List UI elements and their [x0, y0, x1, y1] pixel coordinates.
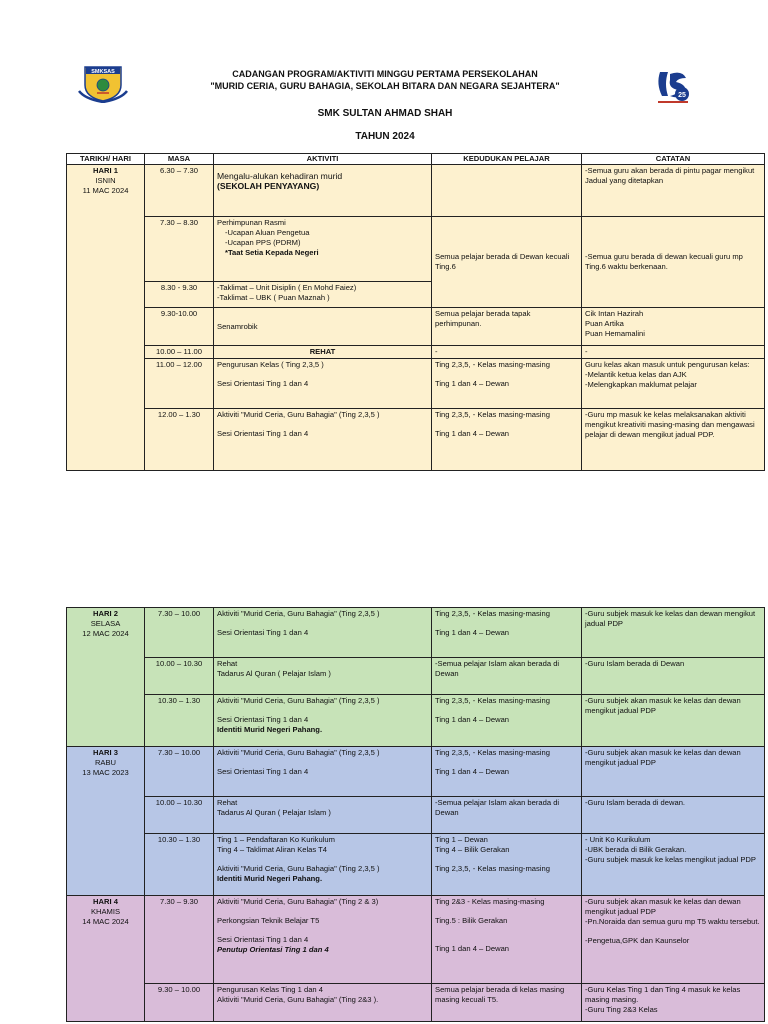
time-cell: 10.00 – 11.00 — [145, 346, 214, 359]
schedule-table-day1 — [66, 153, 765, 471]
note-cell: -Guru subjek akan masuk ke kelas dan dewan mengikut jadual PDP — [582, 747, 765, 797]
position-cell: Semua pelajar berada di Dewan kecuali Ting.6 — [432, 217, 582, 308]
time-cell: 9.30-10.00 — [145, 308, 214, 346]
note-cell: -Semua guru berada di dewan kecuali guru mp Ting.6 waktu berkenaan. — [582, 217, 765, 308]
position-cell: -Semua pelajar Islam akan berada di Dewan — [432, 797, 582, 834]
note-cell: -Guru subjek akan masuk ke kelas dan dewan mengikut jadual PDP — [582, 695, 765, 747]
note-cell: -Semua guru akan berada di pintu pagar mengikut Jadual yang ditetapkan — [582, 165, 765, 217]
table-row — [67, 409, 765, 471]
school-crest-logo — [75, 63, 131, 103]
activity-cell: Senamrobik — [214, 308, 432, 346]
table-row — [67, 747, 765, 797]
table-row — [67, 346, 765, 359]
activity-cell: Pengurusan Kelas Ting 1 dan 4 Aktiviti "Murid Ceria, Guru Bahagia" (Ting 2&3 ). — [214, 984, 432, 1022]
activity-cell: Rehat Tadarus Al Quran ( Pelajar Islam ) — [214, 658, 432, 695]
note-cell: -Guru Islam berada di Dewan — [582, 658, 765, 695]
position-cell: Semua pelajar berada di kelas masing masing kecuali T5. — [432, 984, 582, 1022]
table-row — [67, 695, 765, 747]
position-cell: Semua pelajar berada tapak perhimpunan. — [432, 308, 582, 346]
time-cell: 10.30 – 1.30 — [145, 695, 214, 747]
activity-cell: Pengurusan Kelas ( Ting 2,3,5 ) Sesi Orientasi Ting 1 dan 4 — [214, 359, 432, 409]
position-cell: Ting 2,3,5, - Kelas masing-masing Ting 1 dan 4 – Dewan — [432, 608, 582, 658]
time-cell: 9.30 – 10.00 — [145, 984, 214, 1022]
col-header-kedudukan: KEDUDUKAN PELAJAR — [432, 154, 582, 165]
note-cell: -Guru mp masuk ke kelas melaksanakan aktiviti mengikut kreativiti masing-masing dan mengawasi pelajar di dewan mengikut jadual PDP. — [582, 409, 765, 471]
position-cell: - — [432, 346, 582, 359]
table-row — [67, 896, 765, 984]
day-cell: HARI 4 KHAMIS 14 MAC 2024 — [67, 896, 145, 1022]
note-cell: - — [582, 346, 765, 359]
time-cell: 10.00 – 10.30 — [145, 658, 214, 695]
table-row — [67, 165, 765, 217]
col-header-masa: MASA — [145, 154, 214, 165]
position-cell: Ting 1 – Dewan Ting 4 – Bilik Gerakan Ting 2,3,5, - Kelas masing-masing — [432, 834, 582, 896]
table-row — [67, 608, 765, 658]
time-cell: 7.30 – 9.30 — [145, 896, 214, 984]
note-cell: -Guru subjek masuk ke kelas dan dewan mengikut jadual PDP — [582, 608, 765, 658]
activity-cell: Aktiviti "Murid Ceria, Guru Bahagia" (Ting 2,3,5 ) Sesi Orientasi Ting 1 dan 4 — [214, 409, 432, 471]
note-cell: Cik Intan Hazirah Puan Artika Puan Hemamalini — [582, 308, 765, 346]
table-row — [67, 834, 765, 896]
position-cell: Ting 2,3,5, - Kelas masing-masing Ting 1 dan 4 – Dewan — [432, 359, 582, 409]
table-row — [67, 797, 765, 834]
table-row — [67, 217, 765, 282]
year-title: TAHUN 2024 — [355, 131, 415, 142]
table-row — [67, 984, 765, 1022]
activity-cell: Aktiviti "Murid Ceria, Guru Bahagia" (Ting 2,3,5 ) Sesi Orientasi Ting 1 dan 4 — [214, 608, 432, 658]
activity-cell: Rehat Tadarus Al Quran ( Pelajar Islam ) — [214, 797, 432, 834]
activity-cell: Mengalu-alukan kehadiran murid (SEKOLAH PENYAYANG) — [214, 165, 432, 217]
time-cell: 10.00 – 10.30 — [145, 797, 214, 834]
table-header-row — [67, 154, 765, 165]
note-cell: -Guru Islam berada di dewan. — [582, 797, 765, 834]
position-cell: Ting 2,3,5, - Kelas masing-masing Ting 1 dan 4 – Dewan — [432, 747, 582, 797]
activity-cell: Ting 1 – Pendaftaran Ko Kurikulum Ting 4 – Taklimat Aliran Kelas T4 Aktiviti "Murid Ceria, Guru Bahagia" (Ting 2,3,5 ) Identiti Murid Negeri Pahang. — [214, 834, 432, 896]
activity-cell: Perhimpunan Rasmi -Ucapan Aluan Pengetua -Ucapan PPS (PDRM) *Taat Setia Kepada Negeri — [214, 217, 432, 282]
activity-cell: Aktiviti "Murid Ceria, Guru Bahagia" (Ting 2,3,5 ) Sesi Orientasi Ting 1 dan 4 — [214, 747, 432, 797]
school-name: SMK SULTAN AHMAD SHAH — [317, 108, 453, 119]
position-cell — [432, 165, 582, 217]
table-row — [67, 658, 765, 695]
svg-text:SMKSAS: SMKSAS — [91, 69, 115, 75]
position-cell: Ting 2,3,5, - Kelas masing-masing Ting 1 dan 4 – Dewan — [432, 695, 582, 747]
note-cell: - Unit Ko Kurikulum -UBK berada di Bilik Gerakan. -Guru subjek masuk ke kelas mengikut jadual PDP — [582, 834, 765, 896]
activity-cell: Aktiviti "Murid Ceria, Guru Bahagia" (Ting 2 & 3) Perkongsian Teknik Belajar T5 Sesi Orientasi Ting 1 dan 4 Penutup Orientasi Ting 1 dan 4 — [214, 896, 432, 984]
schedule-table-day2-4 — [66, 607, 765, 1022]
time-cell: 7.30 – 10.00 — [145, 747, 214, 797]
position-cell: -Semua pelajar Islam akan berada di Dewan — [432, 658, 582, 695]
activity-cell: Aktiviti "Murid Ceria, Guru Bahagia" (Ting 2,3,5 ) Sesi Orientasi Ting 1 dan 4 Identiti Murid Negeri Pahang. — [214, 695, 432, 747]
position-cell: Ting 2,3,5, - Kelas masing-masing Ting 1 dan 4 – Dewan — [432, 409, 582, 471]
note-cell: -Guru subjek akan masuk ke kelas dan dewan mengikut jadual PDP -Pn.Noraida dan semua guru mp T5 waktu tersebut. -Pengetua,GPK dan Kaunselor — [582, 896, 765, 984]
activity-cell: REHAT — [214, 346, 432, 359]
position-cell: Ting 2&3 - Kelas masing-masing Ting.5 : Bilik Gerakan Ting 1 dan 4 – Dewan — [432, 896, 582, 984]
program-slogan: "MURID CERIA, GURU BAHAGIA, SEKOLAH BITARA DAN NEGARA SEJAHTERA" — [210, 81, 560, 91]
col-header-catatan: CATATAN — [582, 154, 765, 165]
time-cell: 11.00 – 12.00 — [145, 359, 214, 409]
activity-cell: -Taklimat – Unit Disiplin ( En Mohd Faiez) -Taklimat – UBK ( Puan Maznah ) — [214, 282, 432, 308]
time-cell: 10.30 – 1.30 — [145, 834, 214, 896]
table-row — [67, 308, 765, 346]
day-cell: HARI 3 RABU 13 MAC 2023 — [67, 747, 145, 896]
program-title: CADANGAN PROGRAM/AKTIVITI MINGGU PERTAMA PERSEKOLAHAN — [232, 69, 538, 79]
time-cell: 12.00 – 1.30 — [145, 409, 214, 471]
time-cell: 6.30 – 7.30 — [145, 165, 214, 217]
time-cell: 7.30 – 10.00 — [145, 608, 214, 658]
time-cell: 8.30 - 9.30 — [145, 282, 214, 308]
svg-text:25: 25 — [678, 92, 686, 99]
table-row — [67, 359, 765, 409]
col-header-aktiviti: AKTIVITI — [214, 154, 432, 165]
day-cell: HARI 1 ISNIN 11 MAC 2024 — [67, 165, 145, 471]
day-cell: HARI 2 SELASA 12 MAC 2024 — [67, 608, 145, 747]
time-cell: 7.30 – 8.30 — [145, 217, 214, 282]
col-header-tarikh: TARIKH/ HARI — [67, 154, 145, 165]
note-cell: -Guru Kelas Ting 1 dan Ting 4 masuk ke kelas masing masing. -Guru Ting 2&3 Kelas — [582, 984, 765, 1022]
ministry-25-logo — [652, 66, 694, 106]
note-cell: Guru kelas akan masuk untuk pengurusan kelas: -Melantik ketua kelas dan AJK -Melengkapkan maklumat pelajar — [582, 359, 765, 409]
